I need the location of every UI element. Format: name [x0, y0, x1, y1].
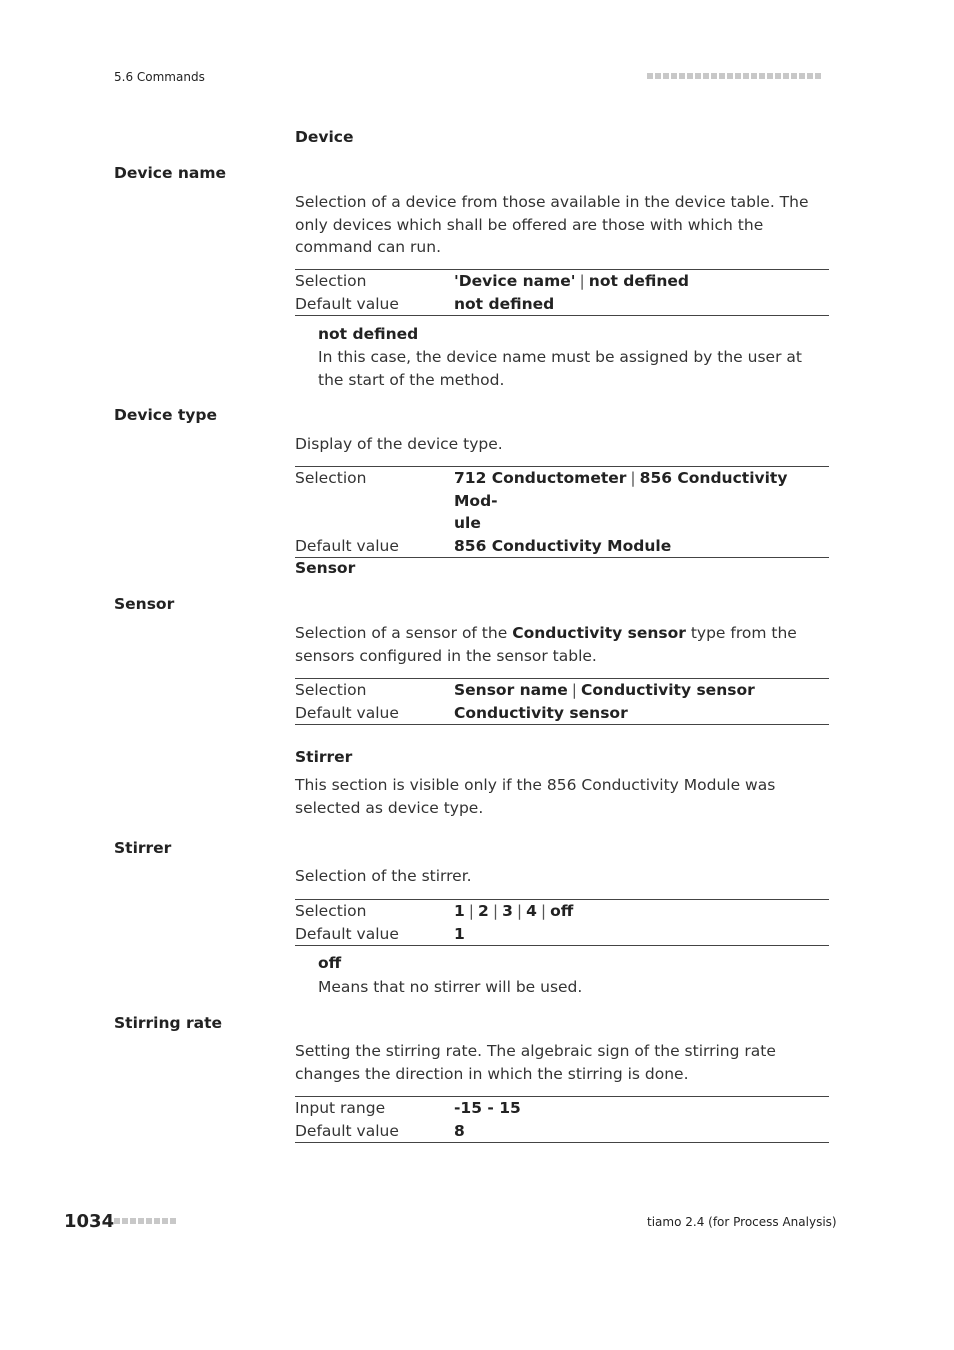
- stirrer-term-desc: Means that no stirrer will be used.: [318, 978, 583, 996]
- running-header-section: 5.6 Commands: [114, 70, 205, 84]
- device-name-default-key: Default value: [295, 294, 399, 313]
- device-type-selection-value: 712 Conductometer | 856 Conductivity Mod- ule: [454, 469, 788, 532]
- device-name-term-desc: In this case, the device name must be assigned by the user at the start of the method.: [318, 348, 802, 389]
- device-type-description: Display of the device type.: [295, 435, 503, 453]
- stirring-rate-description: Setting the stirring rate. The algebraic sign of the stirring rate changes the direction in which the stirring is done.: [295, 1042, 776, 1083]
- stirrer-term: off: [318, 954, 342, 972]
- section-heading-device: Device: [295, 128, 354, 146]
- device-type-selection-key: Selection: [295, 469, 367, 487]
- footer-product: tiamo 2.4 (for Process Analysis): [647, 1215, 837, 1229]
- param-label-sensor: Sensor: [114, 595, 175, 613]
- device-type-default-value: 856 Conductivity Module: [454, 536, 672, 555]
- stirring-rate-default-value: 8: [454, 1121, 465, 1140]
- device-type-table: [295, 466, 829, 558]
- stirrer-selection-value: 1 | 2 | 3 | 4 | off: [454, 902, 574, 920]
- sensor-selection-value: Sensor name | Conductivity sensor: [454, 681, 755, 699]
- section-heading-sensor: Sensor: [295, 559, 356, 577]
- param-label-device-type: Device type: [114, 406, 218, 424]
- stirring-rate-range-key: Input range: [295, 1099, 386, 1117]
- footer-dot-bar: [114, 1218, 176, 1224]
- stirrer-default-value: 1: [454, 924, 465, 943]
- stirrer-description: Selection of the stirrer.: [295, 867, 472, 885]
- header-dot-bar: [647, 73, 821, 79]
- device-name-term: not defined: [318, 325, 419, 343]
- device-name-table: [295, 269, 829, 316]
- sensor-selection-key: Selection: [295, 681, 367, 699]
- page-number: 1034: [64, 1211, 115, 1232]
- device-name-description: Selection of a device from those available in the device table. The only devices which shall be offered are those with which the command can run.: [295, 193, 809, 256]
- param-label-device-name: Device name: [114, 164, 227, 182]
- stirrer-selection-key: Selection: [295, 902, 367, 920]
- sensor-table: [295, 678, 829, 725]
- stirring-rate-table: [295, 1096, 829, 1143]
- device-name-selection-value: 'Device name' | not defined: [454, 272, 690, 290]
- device-name-selection-key: Selection: [295, 272, 367, 290]
- sensor-default-key: Default value: [295, 703, 399, 722]
- stirring-rate-range-value: -15 - 15: [454, 1099, 521, 1117]
- stirrer-default-key: Default value: [295, 924, 399, 943]
- device-name-default-value: not defined: [454, 294, 555, 313]
- sensor-description: Selection of a sensor of the Conductivity sensor type from the sensors configured in the sensor table.: [295, 624, 797, 665]
- stirrer-section-note: This section is visible only if the 856 Conductivity Module was selected as device type.: [295, 776, 776, 817]
- param-label-stirrer: Stirrer: [114, 839, 172, 857]
- section-heading-stirrer: Stirrer: [295, 748, 353, 766]
- param-label-stirring-rate: Stirring rate: [114, 1014, 223, 1032]
- sensor-default-value: Conductivity sensor: [454, 703, 628, 722]
- stirrer-table: [295, 899, 829, 946]
- device-type-default-key: Default value: [295, 536, 399, 555]
- stirring-rate-default-key: Default value: [295, 1121, 399, 1140]
